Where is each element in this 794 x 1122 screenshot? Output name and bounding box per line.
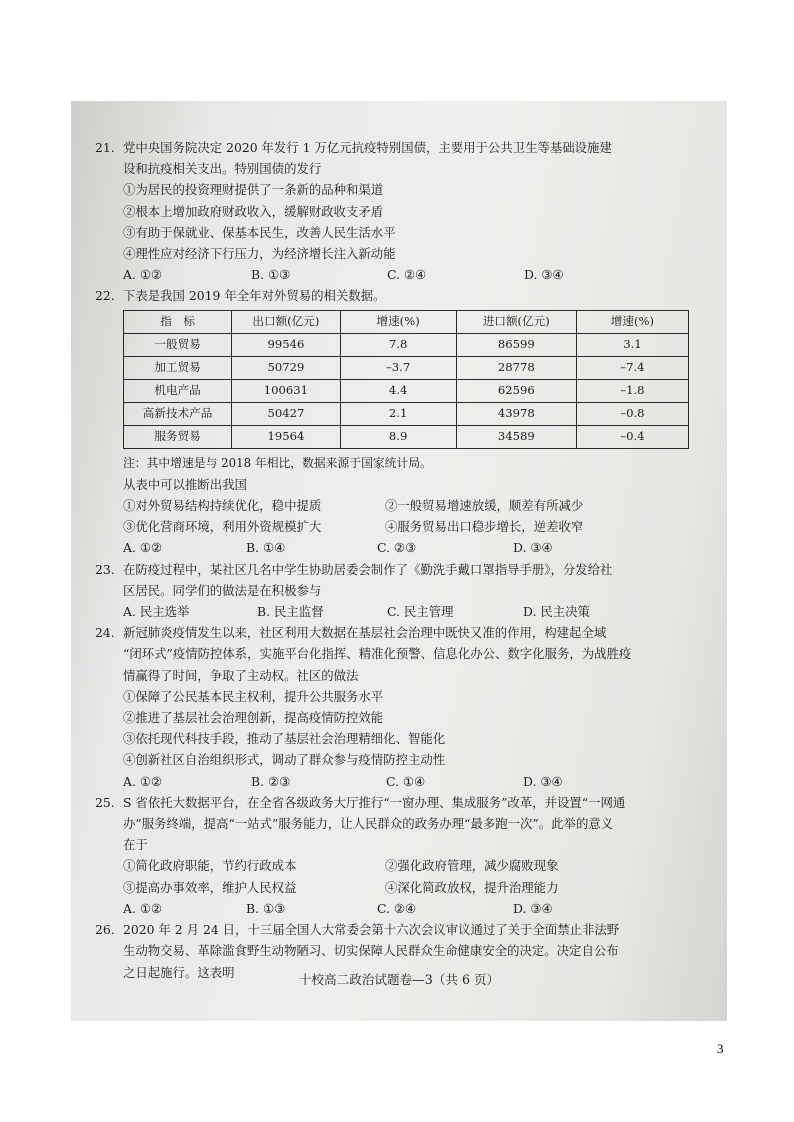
answer-options xyxy=(123,898,703,919)
exam-page xyxy=(71,101,727,1021)
statement-4: ④深化简政放权，提升治理能力 xyxy=(385,879,559,895)
option-d: D. ③④ xyxy=(524,267,564,283)
question-24 xyxy=(95,622,703,792)
table-cell: –0.4 xyxy=(576,425,688,448)
table-row xyxy=(124,379,689,402)
question-text: 下表是我国 2019 年全年对外贸易的相关数据。 xyxy=(123,288,386,304)
trade-data-table xyxy=(123,310,689,449)
statement-3: ③优化营商环境，利用外资规模扩大 xyxy=(123,519,322,535)
table-cell: 3.1 xyxy=(576,333,688,356)
question-text: 情赢得了时间，争取了主动权。社区的做法 xyxy=(123,667,359,683)
statements-grid xyxy=(123,855,703,897)
table-cell: 机电产品 xyxy=(124,379,232,402)
question-number: 21. xyxy=(95,140,115,155)
table-cell: 2.1 xyxy=(340,402,456,425)
statement-1: ①为居民的投资理财提供了一条新的品种和渠道 xyxy=(123,182,384,198)
table-cell: 服务贸易 xyxy=(124,425,232,448)
question-number: 23. xyxy=(95,561,115,577)
question-number: 26. xyxy=(95,922,115,938)
statement-2: ②推进了基层社会治理创新，提高疫情防控效能 xyxy=(123,710,384,726)
table-cell: 50427 xyxy=(232,402,340,425)
page-number: 3 xyxy=(717,1041,724,1056)
question-text: 2020 年 2 月 24 日，十三届全国人大常委会第十六次会议审议通过了关于全面禁止非法野 xyxy=(123,922,620,938)
statement-1: ①简化政府职能，节约行政成本 xyxy=(123,858,297,874)
table-header: 指 标 xyxy=(124,310,232,333)
table-cell: 19564 xyxy=(232,425,340,448)
table-cell: 加工贸易 xyxy=(124,356,232,379)
statement-2: ②强化政府管理，减少腐败现象 xyxy=(385,858,559,874)
table-header: 进口额(亿元) xyxy=(456,310,576,333)
statement-3: ③有助于保就业、保基本民生，改善人民生活水平 xyxy=(123,224,396,240)
table-row xyxy=(124,402,689,425)
question-25 xyxy=(95,792,703,919)
question-23 xyxy=(95,559,703,623)
table-cell: 86599 xyxy=(456,333,576,356)
question-21 xyxy=(95,137,703,285)
option-b: B. ①③ xyxy=(251,267,291,283)
option-a: A. 民主选举 xyxy=(123,604,190,620)
option-b: B. ①③ xyxy=(246,900,286,916)
table-row xyxy=(124,333,689,356)
option-d: D. ③④ xyxy=(513,900,553,916)
question-22 xyxy=(95,285,703,558)
statement-2: ②一般贸易增速放缓，顺差有所减少 xyxy=(385,498,584,514)
table-cell: 50729 xyxy=(232,356,340,379)
question-text: 区居民。同学们的做法是在积极参与 xyxy=(123,582,322,598)
table-cell: 99546 xyxy=(232,333,340,356)
document-photo xyxy=(71,101,727,1021)
question-number: 22. xyxy=(95,288,115,304)
table-cell: 100631 xyxy=(232,379,340,402)
table-cell: 高新技术产品 xyxy=(124,402,232,425)
table-cell: 4.4 xyxy=(340,379,456,402)
option-d: D. ③④ xyxy=(513,540,553,556)
question-text: 新冠肺炎疫情发生以来，社区利用大数据在基层社会治理中既快又准的作用，构建起全域 xyxy=(123,625,607,641)
statement-1: ①对外贸易结构持续优化，稳中提质 xyxy=(123,498,322,514)
question-number: 24. xyxy=(95,625,115,641)
option-c: C. ②④ xyxy=(377,900,417,916)
table-cell: 62596 xyxy=(456,379,576,402)
table-cell: –0.8 xyxy=(576,402,688,425)
question-text: “闭环式”疫情防控体系，实施平台化指挥、精准化预警、信息化办公、数字化服务，为战胜疫 xyxy=(123,646,632,662)
question-text: 党中央国务院决定 2020 年发行 1 万亿元抗疫特别国债，主要用于公共卫生等基础设施建 xyxy=(123,140,612,155)
table-cell: 43978 xyxy=(456,402,576,425)
answer-options xyxy=(123,537,703,558)
option-c: C. ①④ xyxy=(386,773,426,789)
answer-options xyxy=(123,264,703,285)
table-cell: 一般贸易 xyxy=(124,333,232,356)
table-header-row xyxy=(124,310,689,333)
option-a: A. ①② xyxy=(123,540,163,556)
table-header: 增速(%) xyxy=(576,310,688,333)
page-footer: 十校高二政治试题卷—3（共 6 页） xyxy=(298,972,500,987)
question-text: S 省依托大数据平台，在全省各级政务大厅推行“一窗办理、集成服务”改革，并设置“一网通 xyxy=(123,794,626,810)
statements-grid xyxy=(123,495,703,537)
question-text: 设和抗疫相关支出。特别国债的发行 xyxy=(123,161,322,177)
table-cell: 34589 xyxy=(456,425,576,448)
option-b: B. ②③ xyxy=(251,773,291,789)
table-cell: 8.9 xyxy=(340,425,456,448)
question-text: 之日起施行。这表明 xyxy=(123,964,235,980)
question-text: 办”服务终端，提高“一站式”服务能力，让人民群众的政务办理“最多跑一次”。此举的意义 xyxy=(123,816,614,832)
table-row xyxy=(124,356,689,379)
table-cell: –1.8 xyxy=(576,379,688,402)
statement-2: ②根本上增加政府财政收入，缓解财政收支矛盾 xyxy=(123,203,384,219)
statement-3: ③依托现代科技手段，推动了基层社会治理精细化、智能化 xyxy=(123,731,446,747)
question-number: 25. xyxy=(95,794,115,810)
statement-1: ①保障了公民基本民主权利，提升公共服务水平 xyxy=(123,688,384,704)
question-text: 在于 xyxy=(123,837,148,853)
option-c: C. ②④ xyxy=(387,267,427,283)
option-a: A. ①② xyxy=(123,773,163,789)
statement-3: ③提高办事效率，维护人民权益 xyxy=(123,879,297,895)
statement-4: ④创新社区自治组织形式，调动了群众参与疫情防控主动性 xyxy=(123,752,446,768)
question-text: 在防疫过程中，某社区几名中学生协助居委会制作了《勤洗手戴口罩指导手册》，分发给社 xyxy=(123,561,613,577)
option-a: A. ①② xyxy=(123,267,163,283)
statement-4: ④服务贸易出口稳步增长，逆差收窄 xyxy=(385,519,584,535)
table-row xyxy=(124,425,689,448)
option-b: B. 民主监督 xyxy=(257,604,324,620)
option-b: B. ①④ xyxy=(246,540,286,556)
answer-options xyxy=(123,771,703,792)
question-stem: 从表中可以推断出我国 xyxy=(123,476,247,492)
answer-options xyxy=(123,601,703,622)
table-cell: 28778 xyxy=(456,356,576,379)
table-header: 增速(%) xyxy=(340,310,456,333)
table-cell: –3.7 xyxy=(340,356,456,379)
table-note: 注：其中增速是与 2018 年相比，数据来源于国家统计局。 xyxy=(123,455,432,470)
option-a: A. ①② xyxy=(123,900,163,916)
option-c: C. 民主管理 xyxy=(387,604,454,620)
table-cell: 7.8 xyxy=(340,333,456,356)
option-c: C. ②③ xyxy=(377,540,417,556)
table-header: 出口额(亿元) xyxy=(232,310,340,333)
question-text: 生动物交易、革除滥食野生动物陋习、切实保障人民群众生命健康安全的决定。决定自公布 xyxy=(123,943,619,959)
statement-4: ④理性应对经济下行压力，为经济增长注入新动能 xyxy=(123,246,396,262)
option-d: D. ③④ xyxy=(523,773,563,789)
option-d: D. 民主决策 xyxy=(523,604,590,620)
table-cell: –7.4 xyxy=(576,356,688,379)
